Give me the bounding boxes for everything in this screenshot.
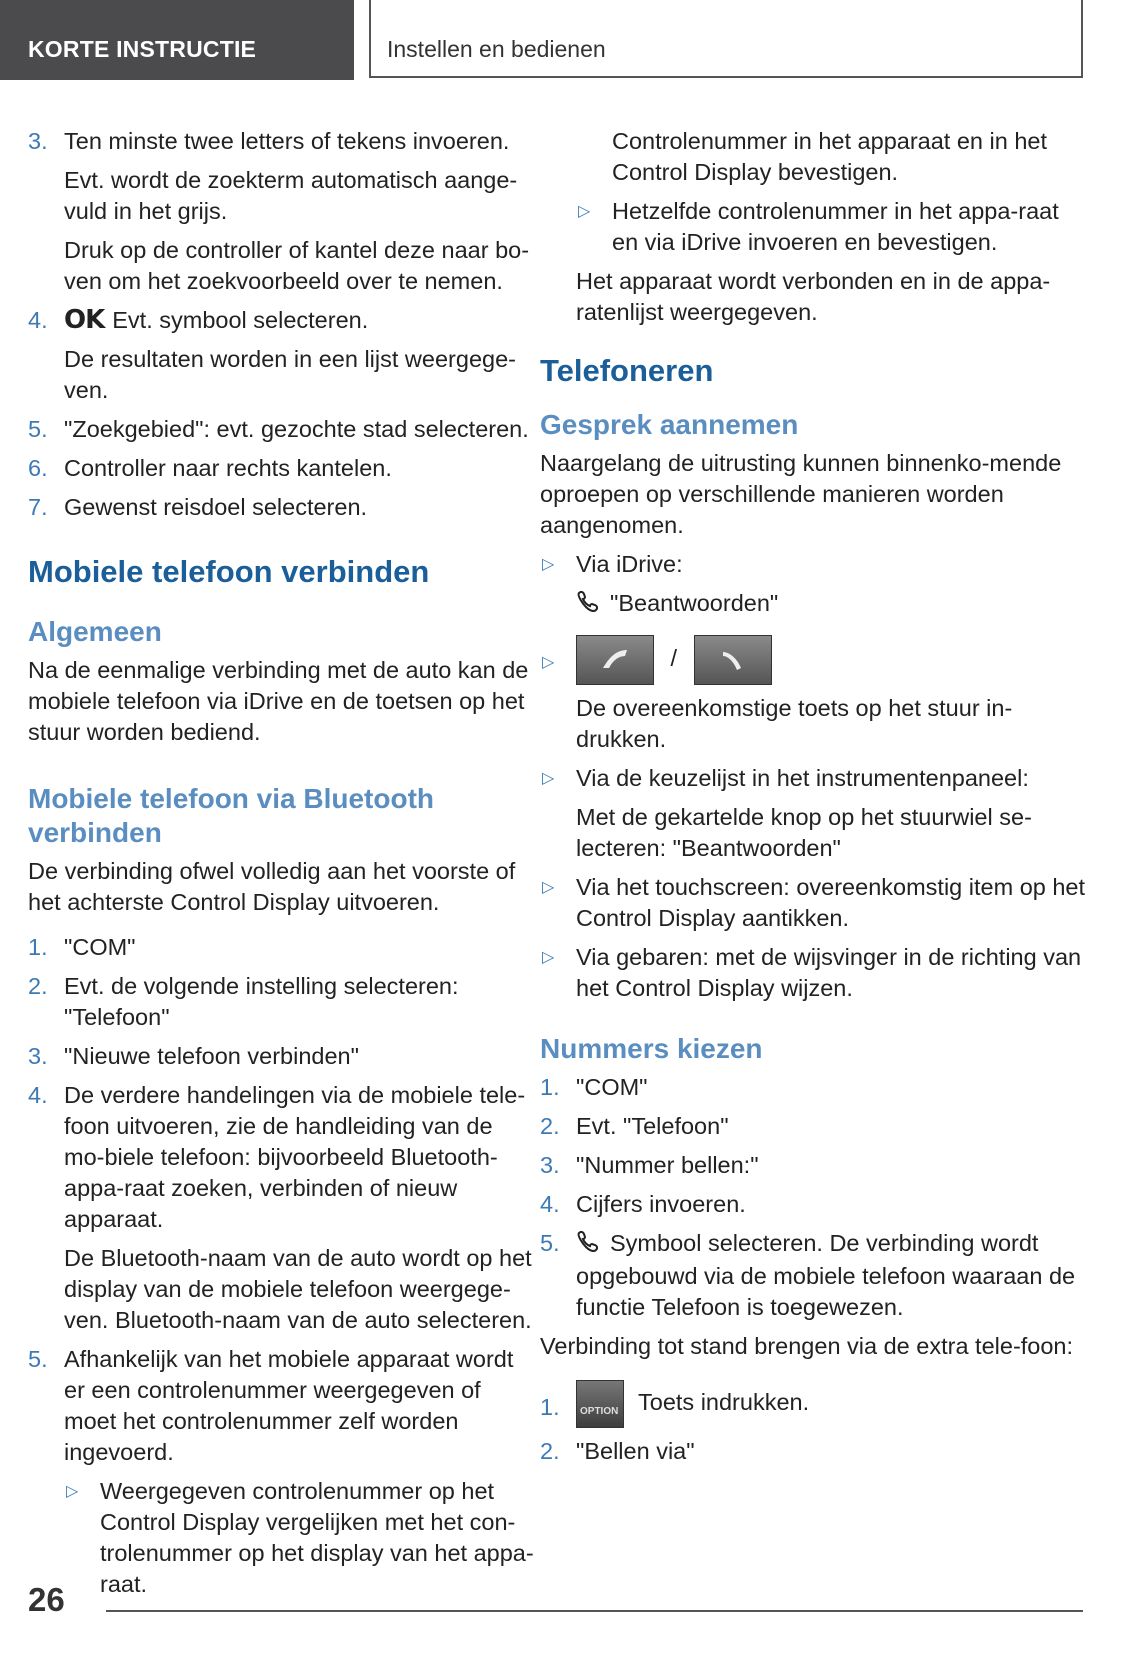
paragraph-result: Het apparaat wordt verbonden en in de appa-ratenlijst weergegeven. — [576, 268, 1051, 325]
step-text: "Nummer bellen:" — [576, 1151, 759, 1178]
bullet-item — [540, 763, 1086, 794]
sub-bullet-text: Hetzelfde controlenummer in het appa-raat en via iDrive invoeren en bevestigen. — [612, 198, 1059, 255]
idrive-answer-text: "Beantwoorden" — [610, 590, 779, 616]
sub-bullet — [540, 196, 1086, 258]
step-text: Evt. symbool selecteren. — [112, 307, 369, 333]
section-title: KORTE INSTRUCTIE — [28, 36, 257, 62]
list-item — [28, 126, 538, 157]
bullet-item-buttons — [540, 635, 1086, 685]
chapter-tab — [369, 0, 1083, 78]
step-number: 7. — [28, 494, 48, 520]
paragraph-general: Na de eenmalige verbinding met de auto kan de mobiele telefoon via iDrive en de toetsen op het stuur worden bediend. — [28, 657, 529, 745]
chapter-title: Instellen en bedienen — [387, 36, 606, 62]
bullet-text: Via gebaren: met de wijsvinger in de richting van het Control Display wijzen. — [576, 943, 1082, 1001]
list-item — [540, 1072, 1086, 1103]
step-text: "Zoekgebied": evt. gezochte stad selecteren. — [64, 416, 529, 442]
step-note: Druk op de controller of kantel deze naar bo-ven om het zoekvoorbeeld over te nemen. — [64, 237, 530, 294]
button-separator: / — [670, 645, 678, 671]
triangle-bullet-icon: ▷ — [542, 948, 555, 966]
heading-telefoneren: Telefoneren — [540, 353, 714, 388]
idrive-answer-line — [576, 588, 1086, 621]
list-item — [28, 971, 538, 1033]
keuze-note: Met de gekartelde knop op het stuurwiel se-lecteren: "Beantwoorden" — [576, 803, 1032, 861]
step-text: Evt. "Telefoon" — [576, 1112, 729, 1139]
list-item — [28, 1080, 538, 1235]
bullet-item — [540, 942, 1086, 1004]
option-label: OPTION — [580, 1405, 619, 1417]
list-item — [28, 1041, 538, 1072]
heading-mobile-connect: Mobiele telefoon verbinden — [28, 554, 430, 589]
footer-divider — [106, 1610, 1083, 1612]
phone-icon — [576, 1229, 600, 1261]
step-text: Toets indrukken. — [638, 1388, 810, 1415]
list-item — [540, 1380, 1086, 1428]
sub-bullet-text: Weergegeven controlenummer op het Control Display vergelijken met het con-trolenummer op het display van het appa-raat. — [100, 1478, 534, 1597]
triangle-bullet-icon: ▷ — [542, 878, 555, 896]
step-number: 3. — [28, 1043, 48, 1069]
triangle-bullet-icon: ▷ — [542, 769, 555, 787]
step-text: "COM" — [576, 1073, 648, 1100]
triangle-bullet-icon: ▷ — [578, 203, 591, 220]
list-item — [28, 414, 538, 445]
ok-icon: OK — [64, 305, 105, 335]
bullet-text: Via iDrive: — [576, 551, 683, 577]
list-item — [28, 453, 538, 484]
step-text: De verdere handelingen via de mobiele tele-foon uitvoeren, zie de handleiding van de mo-biele telefoon: bijvoorbeeld Bluetooth-appa-raat zoeken, verbinden of nieuw apparaat. — [64, 1082, 526, 1232]
option-button[interactable] — [576, 1380, 624, 1428]
list-item — [28, 492, 538, 523]
step-text: "COM" — [64, 934, 136, 960]
triangle-bullet-icon: ▷ — [542, 653, 555, 671]
step-text: Symbool selecteren. De verbinding wordt opgebouwd via de mobiele telefoon waaraan de functie Telefoon is toegewezen. — [576, 1229, 1076, 1320]
step-note: De resultaten worden in een lijst weergege-ven. — [64, 346, 516, 403]
step-number: 1. — [540, 1073, 560, 1100]
section-tab — [0, 0, 354, 80]
list-item — [540, 1228, 1086, 1323]
step-number: 5. — [28, 1346, 48, 1372]
paragraph-bluetooth: De verbinding ofwel volledig aan het voorste of het achterste Control Display uitvoeren. — [28, 858, 516, 915]
phone-answer-button[interactable] — [576, 635, 654, 685]
list-item — [540, 1111, 1086, 1142]
sub-bullet — [28, 1476, 538, 1600]
bullet-item — [540, 872, 1086, 934]
step-note: De Bluetooth-naam van de auto wordt op het display van de mobiele telefoon weergege-ven. Bluetooth-naam van de auto selecteren. — [64, 1245, 532, 1333]
step-text: Evt. de volgende instelling selecteren: "Telefoon" — [64, 973, 459, 1030]
bullet-item — [540, 549, 1086, 580]
bullet-text: Via het touchscreen: overeenkomstig item op het Control Display aantikken. — [576, 873, 1086, 931]
paragraph-extra: Verbinding tot stand brengen via de extra tele-foon: — [540, 1332, 1074, 1359]
step-number: 6. — [28, 455, 48, 481]
step-text: Afhankelijk van het mobiele apparaat wordt er een controlenummer weergegeven of moet het controlenummer zelf worden ingevoerd. — [64, 1346, 514, 1465]
step-number: 1. — [28, 934, 48, 960]
step-number: 4. — [540, 1190, 560, 1217]
left-column — [28, 126, 538, 1608]
step-number: 5. — [540, 1229, 560, 1256]
step-number: 5. — [28, 416, 48, 442]
step-note: Evt. wordt de zoekterm automatisch aange-vuld in het grijs. — [64, 167, 518, 224]
list-item — [28, 932, 538, 963]
list-item — [28, 1344, 538, 1468]
list-item — [540, 1436, 1086, 1467]
step-text: Cijfers invoeren. — [576, 1190, 746, 1217]
list-item — [540, 1150, 1086, 1181]
bullet-text: Via de keuzelijst in het instrumentenpaneel: — [576, 764, 1029, 791]
step-text: Controller naar rechts kantelen. — [64, 455, 392, 481]
step-number: 3. — [28, 128, 48, 154]
buttons-text: De overeenkomstige toets op het stuur in-drukken. — [576, 694, 1013, 752]
step-text: "Nieuwe telefoon verbinden" — [64, 1043, 359, 1069]
paragraph-answer: Naargelang de uitrusting kunnen binnenko-mende oproepen op verschillende manieren worden aangenomen. — [540, 450, 1062, 538]
heading-dial: Nummers kiezen — [540, 1032, 763, 1064]
step-number: 4. — [28, 1082, 48, 1108]
step-text: "Bellen via" — [576, 1437, 695, 1464]
right-column — [540, 126, 1086, 1475]
step-number: 2. — [540, 1112, 560, 1139]
step-number: 3. — [540, 1151, 560, 1178]
continued-text: Controlenummer in het apparaat en in het Control Display bevestigen. — [612, 128, 1048, 185]
step-number: 1. — [540, 1393, 560, 1420]
heading-bluetooth: Mobiele telefoon via Bluetooth verbinden — [28, 783, 435, 848]
triangle-bullet-icon: ▷ — [542, 556, 555, 573]
phone-end-button[interactable] — [694, 635, 772, 685]
list-item — [540, 1189, 1086, 1220]
page-number: 26 — [28, 1581, 65, 1618]
heading-answer: Gesprek aannemen — [540, 409, 799, 440]
step-text: Ten minste twee letters of tekens invoeren. — [64, 128, 510, 154]
triangle-bullet-icon: ▷ — [66, 1483, 79, 1500]
step-number: 2. — [540, 1437, 560, 1464]
step-text: Gewenst reisdoel selecteren. — [64, 494, 368, 520]
step-number: 4. — [28, 307, 48, 333]
list-item — [28, 305, 538, 336]
heading-general: Algemeen — [28, 616, 162, 647]
step-number: 2. — [28, 973, 48, 999]
phone-icon — [576, 589, 600, 621]
